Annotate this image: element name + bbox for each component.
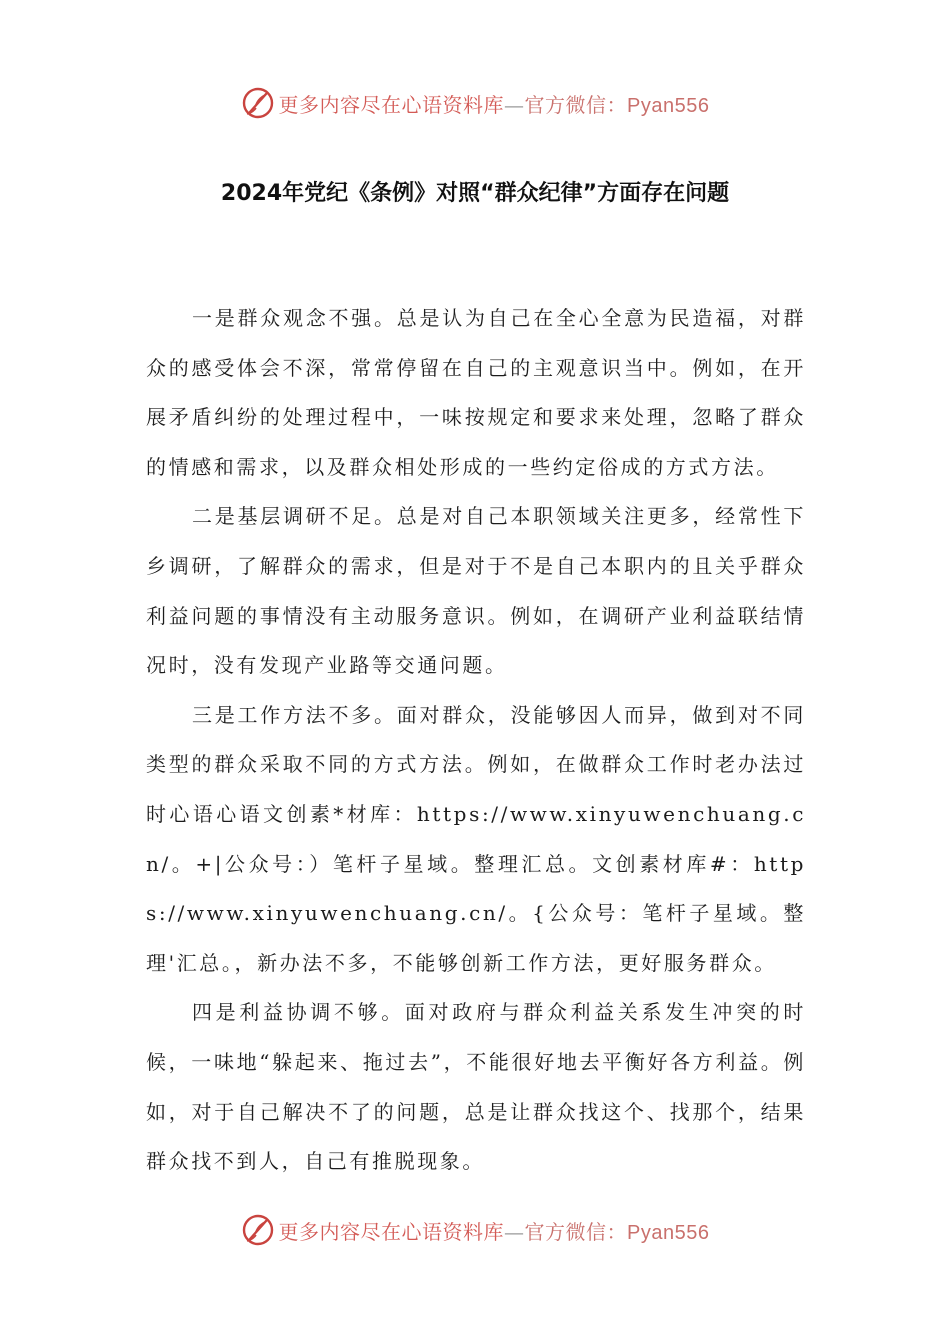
- document-body: [146, 294, 806, 1187]
- banner-slogan: 更多内容尽在心语资料库: [278, 92, 505, 117]
- footer-banner: [0, 1210, 950, 1250]
- banner-separator: —: [504, 1219, 525, 1244]
- header-banner: [0, 83, 950, 123]
- paragraph-1: 一是群众观念不强。总是认为自己在全心全意为民造福，对群众的感受体会不深，常常停留在自己的主观意识当中。例如，在开展矛盾纠纷的处理过程中，一味按规定和要求来处理，忽略了群众的情感和需求，以及群众相处形成的一些约定俗成的方式方法。: [146, 306, 806, 479]
- banner-text: [279, 89, 710, 118]
- banner-separator: —: [504, 92, 525, 117]
- paragraph-4: 四是利益协调不够。面对政府与群众利益关系发生冲突的时候，一味地“躲起来、拖过去”，不能很好地去平衡好各方利益。例如，对于自己解决不了的问题，总是让群众找这个、找那个，结果群众找不到人，自己有推脱现象。: [146, 1000, 806, 1174]
- document-title: 2024年党纪《条例》对照“群众纪律”方面存在问题: [220, 181, 730, 206]
- paragraph-2: 二是基层调研不足。总是对自己本职领域关注更多，经常性下乡调研，了解群众的需求，但是对于不是自己本职内的且关乎群众利益问题的事情没有主动服务意识。例如，在调研产业利益联结情况时，没有发现产业路等交通问题。: [146, 504, 806, 678]
- paragraph-3: 三是工作方法不多。面对群众，没能够因人而异，做到对不同类型的群众采取不同的方式方法。例如，在做群众工作时老办法过时心语心语文创素*材库：https://www.xinyuwenchuang.cn/。+|公众号：）笔杆子星域。整理汇总。文创素材库#：https://www.xinyuwenchuang.cn/。{公众号：笔杆子星域。整理'汇总。，新办法不多，不能够创新工作方法，更好服务群众。: [146, 702, 806, 975]
- banner-slogan: 更多内容尽在心语资料库: [278, 1219, 505, 1244]
- banner-wechat: 官方微信：Pyan556: [524, 94, 710, 117]
- banner-wechat: 官方微信：Pyan556: [524, 1221, 710, 1244]
- banner-text: [279, 1216, 710, 1245]
- quill-logo-icon: [241, 86, 275, 120]
- quill-logo-icon: [241, 1213, 275, 1247]
